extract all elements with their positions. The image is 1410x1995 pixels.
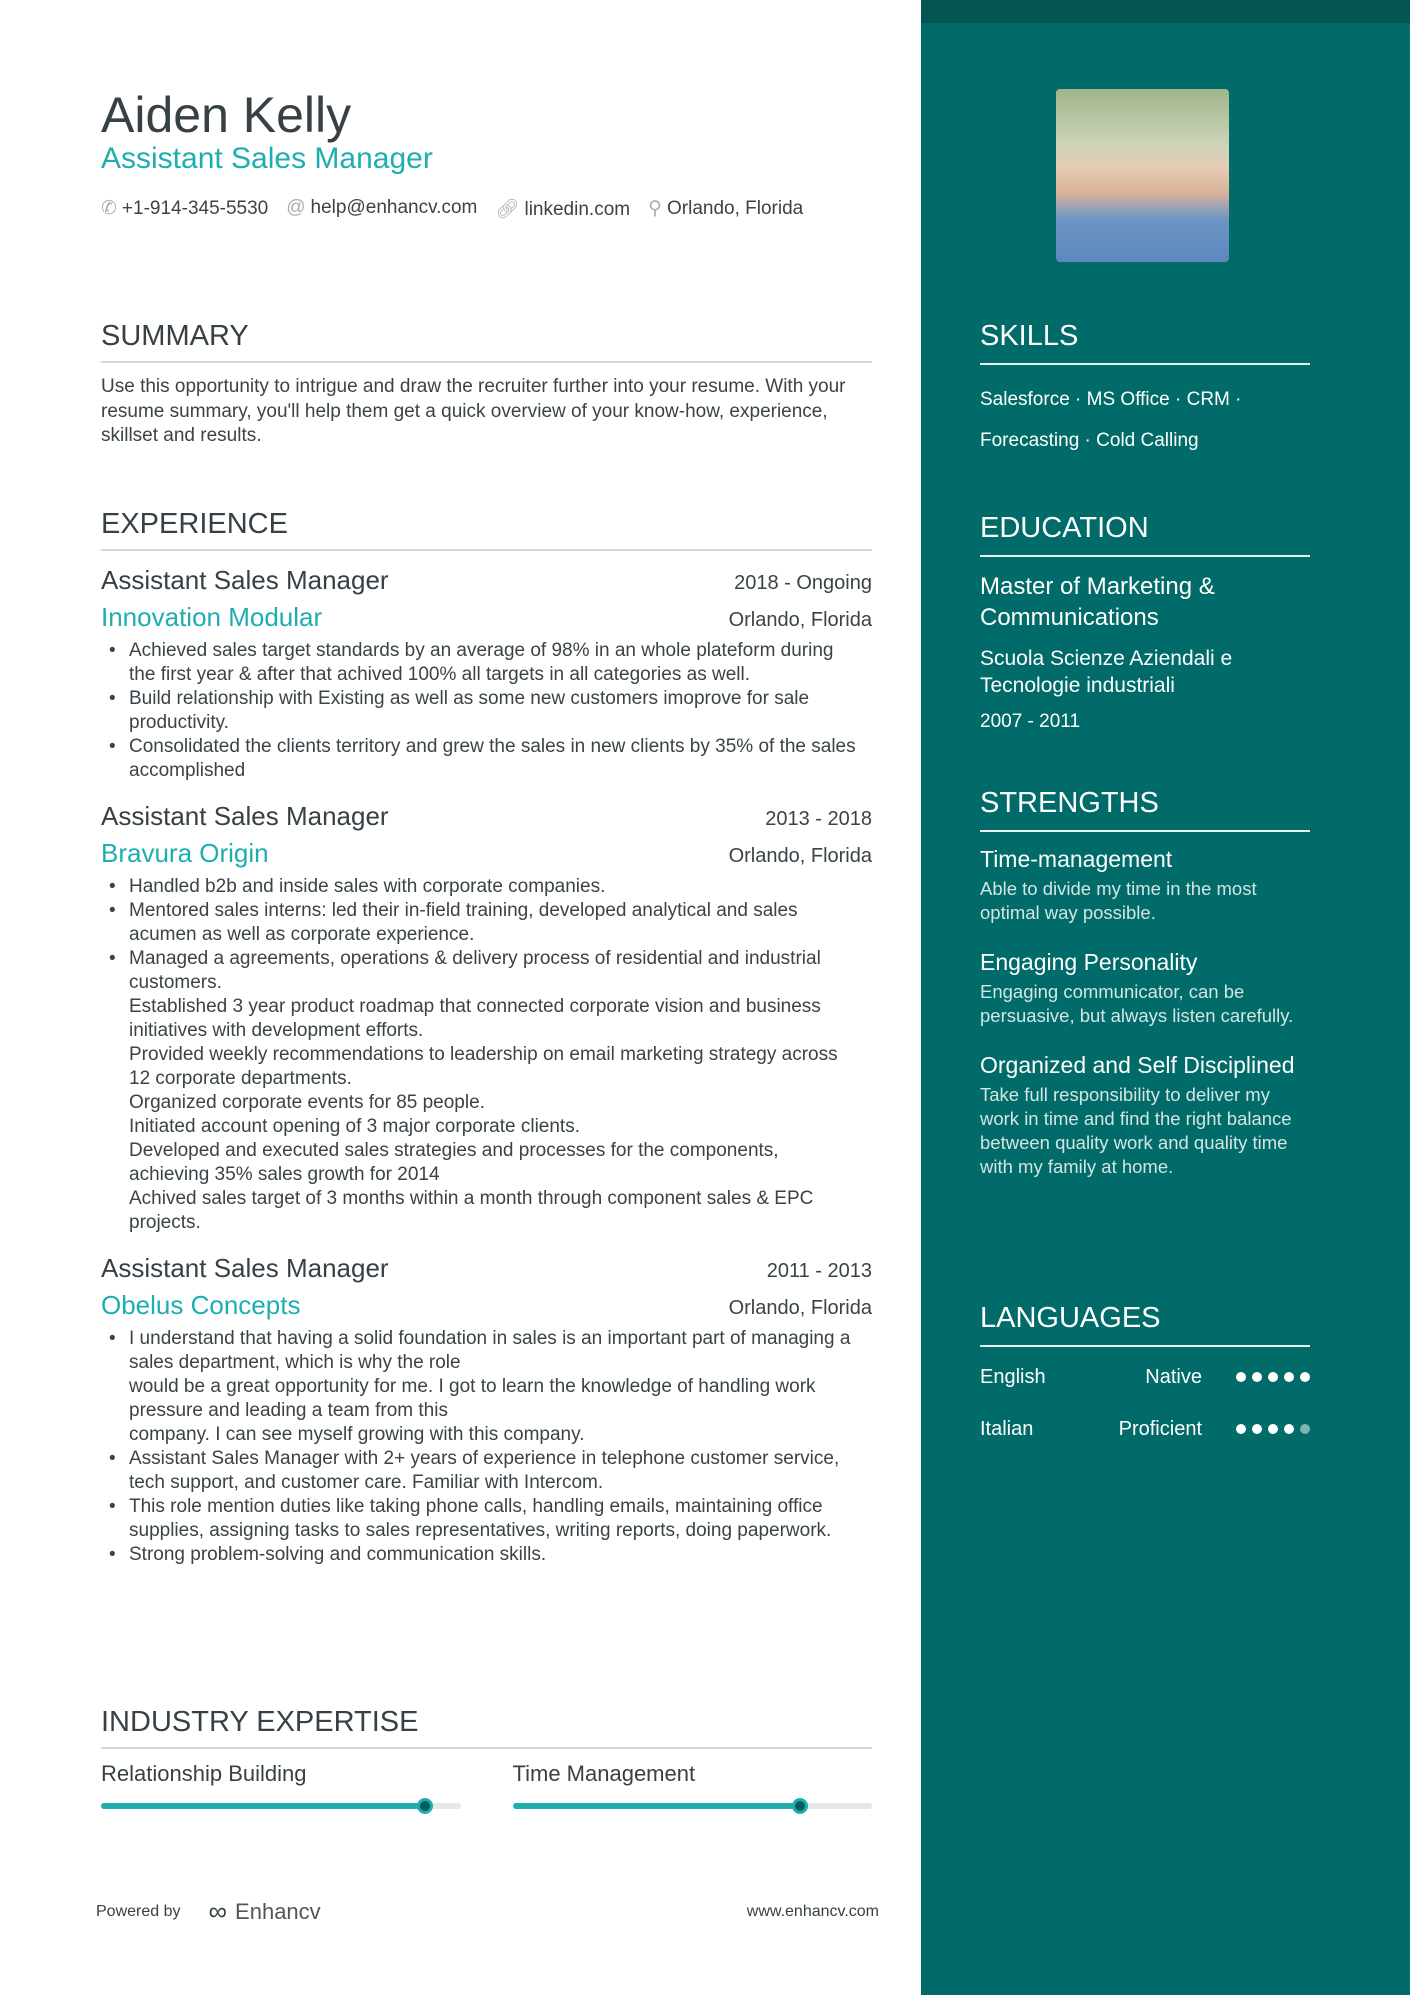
job-title: Assistant Sales Manager: [101, 565, 389, 595]
industry-expertise-section: [101, 1706, 872, 1809]
level-dot: [1300, 1372, 1310, 1382]
level-dot: [1284, 1372, 1294, 1382]
job-bullets: [101, 639, 872, 783]
strength-item: [980, 949, 1310, 1028]
languages-section: [980, 1302, 1310, 1455]
bullet-item: • Strong problem-solving and communication skills.: [101, 1543, 861, 1567]
expertise-bar-knob: [417, 1798, 433, 1814]
company-name[interactable]: Bravura Origin: [101, 838, 269, 868]
section-heading: SKILLS: [980, 320, 1310, 365]
job-dates: 2011 - 2013: [766, 1260, 872, 1282]
expertise-bar: [513, 1803, 873, 1809]
footer-url[interactable]: www.enhancv.com: [746, 1902, 879, 1920]
bullet-item: Provided weekly recommendations to leadership on email marketing strategy across 12 corporate departments.: [129, 1044, 838, 1089]
education-section: [980, 512, 1310, 733]
location-pin-icon: ⚲: [648, 198, 663, 219]
summary-section: [101, 320, 872, 449]
location-text: Orlando, Florida: [667, 198, 804, 219]
strength-item: [980, 846, 1310, 925]
language-level: Native: [1145, 1365, 1202, 1388]
bullet-item: • Handled b2b and inside sales with corporate companies.: [101, 875, 861, 899]
candidate-title: Assistant Sales Manager: [101, 142, 433, 175]
strength-description: Able to divide my time in the most optimal way possible.: [980, 878, 1257, 923]
bullet-item: • Consolidated the clients territory and grew the sales in new clients by 35% of the sales accomplished: [101, 735, 861, 783]
profile-photo: [1056, 89, 1229, 262]
level-dot: [1300, 1424, 1310, 1434]
strength-title: Time-management: [980, 846, 1173, 872]
job-location: Orlando, Florida: [728, 1297, 872, 1319]
level-dot: [1236, 1424, 1246, 1434]
job-title: Assistant Sales Manager: [101, 1253, 389, 1283]
job-location: Orlando, Florida: [728, 609, 872, 631]
bullet-item: • Assistant Sales Manager with 2+ years of experience in telephone customer service, tech support, and customer care. Familiar with Intercom.: [101, 1447, 861, 1495]
job-location: Orlando, Florida: [728, 845, 872, 867]
job-header: [101, 565, 872, 596]
strength-title: Engaging Personality: [980, 949, 1198, 975]
job-subheader: [101, 602, 872, 633]
section-heading: INDUSTRY EXPERTISE: [101, 1706, 872, 1749]
bullet-item: • Mentored sales interns: led their in-field training, developed analytical and sales acumen as well as corporate experience.: [101, 899, 861, 947]
expertise-bar-knob: [792, 1798, 808, 1814]
level-dot: [1268, 1424, 1278, 1434]
bullet-item: would be a great opportunity for me. I got to learn the knowledge of handling work pressure and leading a team from this: [129, 1376, 816, 1421]
level-dot: [1268, 1372, 1278, 1382]
contact-email[interactable]: [286, 197, 477, 221]
link-icon: 🔗︎: [495, 199, 520, 220]
phone-icon: ✆: [101, 198, 117, 219]
section-heading: EXPERIENCE: [101, 508, 872, 551]
bullet-item: Established 3 year product roadmap that connected corporate vision and business initiatives with development efforts.: [129, 996, 821, 1041]
brand-name: Enhancv: [235, 1898, 321, 1924]
contact-phone: [101, 197, 268, 221]
expertise-item: [101, 1761, 461, 1809]
job-bullets: [101, 1327, 872, 1567]
bullet-item: • This role mention duties like taking phone calls, handling emails, maintaining office supplies, assigning tasks to sales representatives, writing reports, doing paperwork.: [101, 1495, 861, 1543]
job-header: [101, 801, 872, 832]
experience-section: [101, 508, 872, 1567]
level-dot: [1252, 1372, 1262, 1382]
candidate-name: Aiden Kelly: [101, 87, 352, 143]
bullet-item: • Build relationship with Existing as well as some new customers imoprove for sale productivity.: [101, 687, 861, 735]
bullet-item: Developed and executed sales strategies and processes for the components, achieving 35% sales growth for 2014: [129, 1140, 779, 1185]
expertise-bar-fill: [513, 1803, 801, 1809]
contact-linkedin[interactable]: [495, 197, 630, 221]
phone-text: +1-914-345-5530: [121, 198, 269, 219]
level-dot: [1252, 1424, 1262, 1434]
job-header: [101, 1253, 872, 1284]
skills-line: Salesforce · MS Office · CRM ·: [980, 389, 1242, 410]
bullet-item: Achived sales target of 3 months within a month through component sales & EPC projects.: [129, 1188, 814, 1233]
contact-location: [648, 197, 803, 221]
job-entry: [101, 1253, 872, 1567]
language-item: [980, 1351, 1310, 1403]
school: Scuola Scienze Aziendali e Tecnologie industriali: [980, 647, 1233, 697]
language-level-dots: [1236, 1372, 1310, 1382]
bullet-item: Organized corporate events for 85 people.: [129, 1092, 485, 1113]
skills-section: [980, 320, 1310, 461]
expertise-item: [513, 1761, 873, 1809]
bullet-item: company. I can see myself growing with this company.: [129, 1424, 585, 1445]
company-name[interactable]: Obelus Concepts: [101, 1290, 301, 1320]
at-icon: @: [286, 197, 306, 218]
summary-text: Use this opportunity to intrigue and draw the recruiter further into your resume. With your resume summary, you'll help them get a quick overview of your know-how, experience, skillset and results.: [101, 376, 846, 446]
language-name: English: [980, 1365, 1046, 1388]
section-heading: EDUCATION: [980, 512, 1310, 557]
job-dates: 2018 - Ongoing: [734, 572, 872, 594]
expertise-label: Relationship Building: [101, 1761, 307, 1786]
bullet-item: • Managed a agreements, operations & delivery process of residential and industrial customers.: [101, 947, 861, 995]
linkedin-link[interactable]: linkedin.com: [524, 199, 631, 220]
powered-by-label: Powered by: [96, 1902, 181, 1920]
expertise-bar-fill: [101, 1803, 425, 1809]
bullet-item: Initiated account opening of 3 major corporate clients.: [129, 1116, 580, 1137]
job-dates: 2013 - 2018: [765, 808, 872, 830]
bullet-item: • I understand that having a solid foundation in sales is an important part of managing a sales department, which is why the role: [101, 1327, 861, 1375]
sidebar-top-strip: [921, 0, 1410, 23]
job-subheader: [101, 1290, 872, 1321]
level-dot: [1284, 1424, 1294, 1434]
contact-row: [101, 197, 803, 221]
skills-line: Forecasting · Cold Calling: [980, 430, 1199, 451]
language-item: [980, 1403, 1310, 1455]
email-link[interactable]: help@enhancv.com: [310, 197, 478, 218]
job-entry: [101, 801, 872, 1235]
job-entry: [101, 565, 872, 783]
education-dates: 2007 - 2011: [980, 711, 1081, 732]
language-name: Italian: [980, 1417, 1034, 1440]
degree: Master of Marketing & Communications: [980, 573, 1215, 631]
strengths-section: [980, 787, 1310, 1203]
strength-description: Engaging communicator, can be persuasive, but always listen carefully.: [980, 981, 1294, 1026]
bullet-item: • Achieved sales target standards by an average of 98% in an whole plateform during the first year & after that achived 100% all targets in all categories as well.: [101, 639, 861, 687]
strength-item: [980, 1052, 1310, 1179]
enhancv-logo-icon: ∞: [208, 1896, 226, 1926]
job-subheader: [101, 838, 872, 869]
job-bullets: [101, 875, 872, 1235]
strength-description: Take full responsibility to deliver my work in time and find the right balance between quality work and quality time with my family at home.: [980, 1084, 1292, 1177]
company-name[interactable]: Innovation Modular: [101, 602, 323, 632]
level-dot: [1236, 1372, 1246, 1382]
language-level: Proficient: [1118, 1417, 1202, 1440]
job-title: Assistant Sales Manager: [101, 801, 389, 831]
section-heading: LANGUAGES: [980, 1302, 1310, 1347]
footer: [96, 1896, 879, 1927]
section-heading: SUMMARY: [101, 320, 872, 363]
expertise-bar: [101, 1803, 461, 1809]
section-heading: STRENGTHS: [980, 787, 1310, 832]
language-level-dots: [1236, 1424, 1310, 1434]
expertise-label: Time Management: [512, 1761, 696, 1786]
strength-title: Organized and Self Disciplined: [980, 1052, 1295, 1078]
